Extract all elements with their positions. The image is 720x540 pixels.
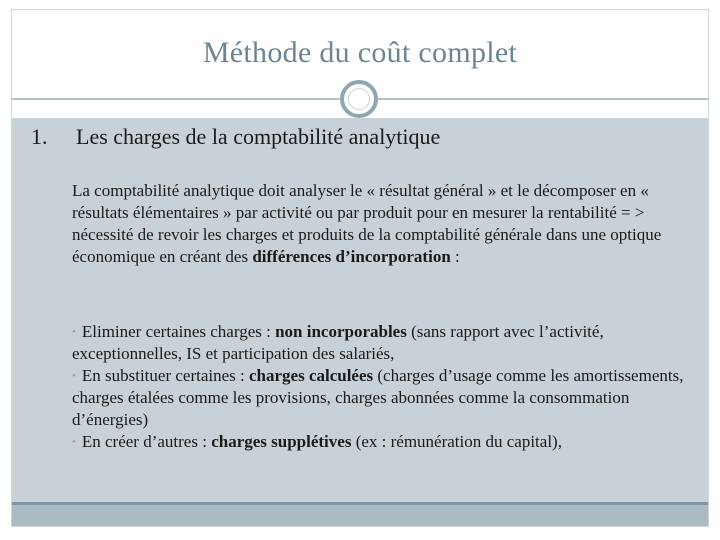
bullet-prefix: Eliminer certaines charges : (81, 322, 276, 341)
bullet-icon: • (72, 436, 76, 448)
footer-accent-line (12, 502, 708, 505)
bullet-prefix: En créer d’autres : (81, 432, 212, 451)
bullet-list (72, 321, 692, 453)
intro-end: : (450, 247, 460, 266)
bullet-suffix: (ex : rémunération du capital), (351, 432, 562, 451)
bullet-prefix: En substituer certaines : (81, 366, 249, 385)
footer-bar (12, 502, 708, 526)
slide-title: Méthode du coût complet (202, 36, 518, 69)
bullet-bold-term: charges supplétives (211, 432, 352, 451)
heading-text: Les charges de la comptabilité analytique (76, 124, 441, 149)
title-divider-left (12, 98, 340, 100)
list-item (72, 431, 692, 453)
intro-bold-term: différences d’incorporation (252, 247, 451, 266)
bullet-icon: • (72, 326, 76, 338)
bullet-icon: • (72, 370, 76, 382)
list-item (72, 365, 692, 431)
bullet-suffix: (sans rapport avec l’activité, exceptionnelles, IS et participation des salariés, (72, 322, 604, 363)
intro-paragraph (72, 180, 692, 268)
bullet-suffix: (charges d’usage comme les amortissements, charges étalées comme les provisions, charges abonnées comme la consommation d’énergies) (72, 366, 684, 429)
heading-number: 1. (31, 124, 48, 149)
list-item (72, 321, 692, 365)
intro-text: La comptabilité analytique doit analyser le « résultat général » et le décomposer en « résultats élémentaires » par activité ou par produit pour en mesurer la rentabilité = > nécessité de revoir les charges et produits de la comptabilité générale dans une optique économique en créant des (72, 181, 662, 266)
bullet-bold-term: non incorporables (275, 322, 407, 341)
title-divider-right (378, 98, 708, 100)
decorative-circle-icon (340, 80, 378, 118)
bullet-bold-term: charges calculées (248, 366, 374, 385)
